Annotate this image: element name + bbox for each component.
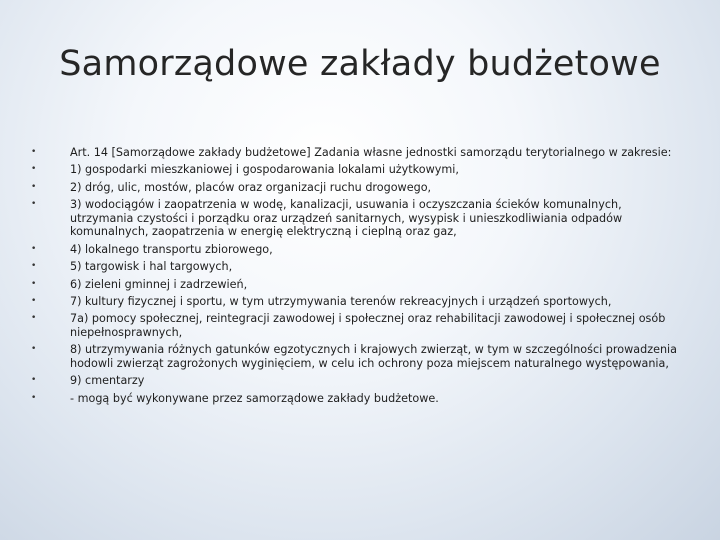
list-item-text: 2) dróg, ulic, mostów, placów oraz organizacji ruchu drogowego, <box>70 180 432 194</box>
bullet-icon: • <box>31 243 37 254</box>
list-item <box>30 374 680 388</box>
list-item-text: 8) utrzymywania różnych gatunków egzotycznych i krajowych zwierząt, w tym w szczególności prowadzenia hodowli zwierząt zagrożonych wyginięciem, w celu ich ochrony poza miejscem naturalnego występowania, <box>70 343 678 370</box>
list-item-text: 7) kultury fizycznej i sportu, w tym utrzymywania terenów rekreacyjnych i urządzeń sportowych, <box>70 294 612 308</box>
list-item-text: - mogą być wykonywane przez samorządowe zakłady budżetowe. <box>70 391 439 405</box>
list-item <box>30 278 680 292</box>
bullet-icon: • <box>31 261 37 272</box>
list-item <box>30 181 680 195</box>
list-item <box>30 312 680 339</box>
list-item <box>30 295 680 309</box>
bullet-icon: • <box>31 375 37 386</box>
list-item <box>30 260 680 274</box>
list-item <box>30 198 680 239</box>
bullet-icon: • <box>31 147 37 157</box>
slide-title: Samorządowe zakłady budżetowe <box>59 44 661 84</box>
bullet-icon: • <box>31 392 37 403</box>
list-item-text: Art. 14 [Samorządowe zakłady budżetowe] Zadania własne jednostki samorządu terytorialnego w zakresie: <box>70 146 672 159</box>
list-item-text: 1) gospodarki mieszkaniowej i gospodarowania lokalami użytkowymi, <box>70 163 459 177</box>
bullet-icon: • <box>31 295 37 306</box>
bullet-icon: • <box>31 199 37 210</box>
list-item <box>30 343 680 370</box>
list-item <box>30 392 680 406</box>
list-item <box>30 163 680 177</box>
bullet-icon: • <box>31 278 37 289</box>
bullet-icon: • <box>31 344 37 355</box>
list-item-text: 7a) pomocy społecznej, reintegracji zawodowej i społecznej oraz rehabilitacji zawodowej i społecznej osób niepełnosprawnych, <box>70 312 666 339</box>
list-item-text: 4) lokalnego transportu zbiorowego, <box>70 242 273 256</box>
bullet-icon: • <box>31 181 37 192</box>
bullet-icon: • <box>31 164 37 175</box>
content-list <box>30 146 680 409</box>
bullet-icon: • <box>31 313 37 324</box>
list-item-text: 9) cmentarzy <box>70 374 145 388</box>
list-item-text: 6) zieleni gminnej i zadrzewień, <box>70 277 248 291</box>
list-item-text: 5) targowisk i hal targowych, <box>70 260 233 274</box>
list-item <box>30 243 680 257</box>
list-item-text: 3) wodociągów i zaopatrzenia w wodę, kanalizacji, usuwania i oczyszczania ścieków komunalnych, utrzymania czystości i porządku oraz urządzeń sanitarnych, wysypisk i unieszkodliwiania odpadów komunalnych, zaopatrzenia w energię elektryczną i cieplną oraz gaz, <box>70 198 623 239</box>
list-item <box>30 146 680 160</box>
